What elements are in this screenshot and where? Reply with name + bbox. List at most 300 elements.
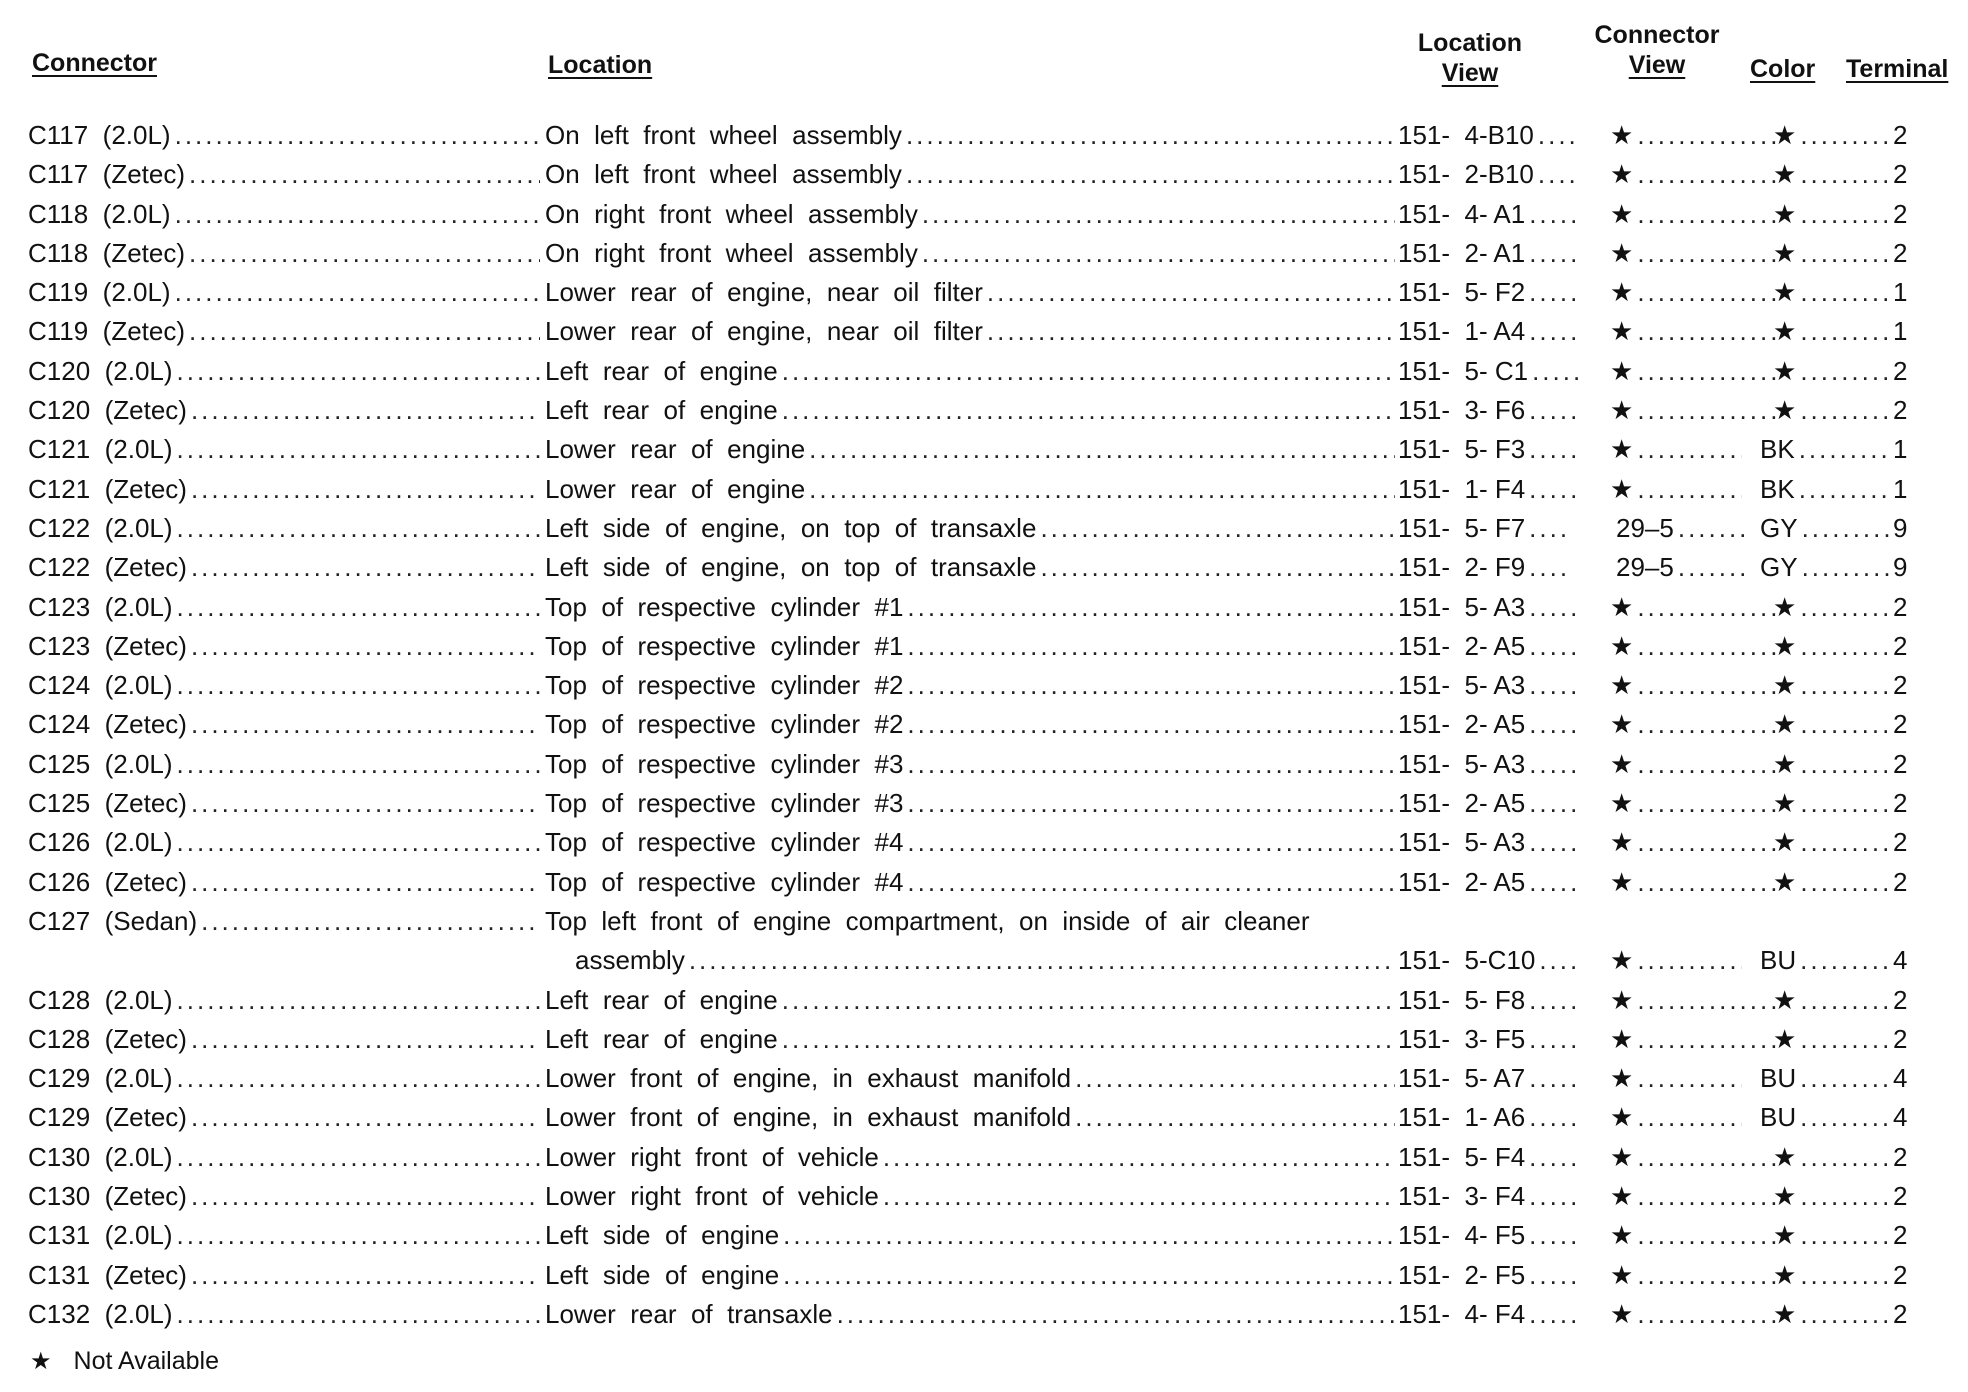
color-cell [1773, 863, 1891, 902]
location-cell [545, 1138, 1395, 1177]
connector-view-cell-text: ★ [1610, 709, 1634, 740]
terminal-cell: 2 [1893, 1141, 1908, 1172]
terminal-cell: 4 [1893, 1102, 1908, 1133]
location-cell [545, 155, 1395, 194]
color-cell [1773, 627, 1891, 666]
leader-dots [1529, 705, 1578, 744]
terminal-cell: 9 [1893, 552, 1908, 583]
leader-dots [191, 863, 540, 902]
connector-cell-text: C120 (Zetec) [28, 395, 187, 426]
leader-dots [1637, 1256, 1780, 1295]
leader-dots [783, 1256, 1395, 1295]
location-view-cell-text: 151- 5- F8 [1398, 984, 1526, 1015]
table-row [0, 391, 1968, 430]
color-cell-text: ★ [1773, 670, 1797, 701]
leader-dots [191, 548, 540, 587]
connector-cell [28, 1216, 540, 1255]
terminal-cell: 2 [1893, 827, 1908, 858]
terminal-cell: 2 [1893, 355, 1908, 386]
leader-dots [907, 705, 1395, 744]
color-cell [1773, 352, 1891, 391]
table-row [0, 784, 1968, 823]
location-view-cell [1398, 312, 1578, 351]
connector-cell-text: C127 (Sedan) [28, 905, 198, 936]
header-connector-view [1582, 20, 1732, 80]
terminal-cell: 4 [1893, 1063, 1908, 1094]
leader-dots [1637, 470, 1742, 509]
connector-cell [28, 1138, 540, 1177]
connector-view-cell-text: ★ [1610, 748, 1634, 779]
terminal-cell: 2 [1893, 1023, 1908, 1054]
location-view-cell [1398, 391, 1578, 430]
location-cell-text: Top left front of engine compartment, on inside of air cleaner [545, 905, 1310, 936]
connector-cell-text: C130 (2.0L) [28, 1141, 173, 1172]
leader-dots [1075, 1059, 1395, 1098]
leader-dots [1529, 666, 1578, 705]
connector-view-cell-text: ★ [1610, 237, 1634, 268]
color-cell [1760, 509, 1892, 548]
connector-view-cell-text: ★ [1610, 1220, 1634, 1251]
location-view-cell-text: 151- 1- A4 [1398, 316, 1526, 347]
leader-dots [191, 1177, 540, 1216]
location-cell [545, 509, 1395, 548]
connector-cell-text: C124 (2.0L) [28, 670, 173, 701]
leader-dots [177, 509, 540, 548]
location-view-cell [1398, 745, 1578, 784]
table-row [0, 1020, 1968, 1059]
connector-cell [28, 1256, 540, 1295]
connector-cell [28, 981, 540, 1020]
color-cell-text: ★ [1773, 1141, 1797, 1172]
location-cell-text: Top of respective cylinder #4 [545, 827, 904, 858]
color-cell [1773, 1256, 1891, 1295]
location-view-cell-text: 151- 5-C10 [1398, 945, 1536, 976]
connector-cell-text: C117 (Zetec) [28, 159, 186, 190]
location-view-cell-text: 151- 5- F2 [1398, 277, 1526, 308]
table-row [0, 1098, 1968, 1137]
location-view-cell [1398, 509, 1568, 548]
header-connector-view-line2: View [1628, 51, 1686, 79]
leader-dots [1637, 195, 1780, 234]
connector-view-cell [1616, 509, 1748, 548]
leader-dots [1800, 1295, 1891, 1334]
connector-cell-text: C126 (Zetec) [28, 866, 187, 897]
leader-dots [906, 155, 1395, 194]
leader-dots [907, 666, 1395, 705]
leader-dots [1529, 1177, 1578, 1216]
location-view-cell [1398, 234, 1578, 273]
location-view-cell-text: 151- 5- A3 [1398, 591, 1526, 622]
connector-cell [28, 627, 540, 666]
location-cell-text: Lower front of engine, in exhaust manifold [545, 1063, 1072, 1094]
connector-cell-text: C130 (Zetec) [28, 1181, 187, 1212]
connector-cell [28, 863, 540, 902]
location-view-cell-text: 151- 5- A3 [1398, 827, 1526, 858]
table-row [0, 430, 1968, 469]
table-row [0, 1138, 1968, 1177]
table-row [0, 666, 1968, 705]
color-cell [1773, 1138, 1891, 1177]
connector-cell [28, 823, 540, 862]
connector-cell-text: C129 (Zetec) [28, 1102, 187, 1133]
table-row [0, 863, 1968, 902]
leader-dots [1800, 1020, 1891, 1059]
leader-dots [1637, 352, 1780, 391]
location-cell-text: Left rear of engine [545, 984, 778, 1015]
leader-dots [987, 273, 1395, 312]
connector-cell-text: C125 (Zetec) [28, 788, 187, 819]
connector-view-cell-text: ★ [1610, 591, 1634, 622]
color-cell-text: GY [1760, 512, 1798, 543]
color-cell-text: ★ [1773, 1220, 1797, 1251]
connector-rows [0, 116, 1968, 1334]
location-cell [545, 745, 1395, 784]
leader-dots [1637, 1295, 1780, 1334]
location-view-cell [1398, 666, 1578, 705]
connector-cell [28, 116, 540, 155]
table-row [0, 352, 1968, 391]
location-cell [545, 666, 1395, 705]
location-view-cell [1398, 981, 1578, 1020]
table-row [0, 588, 1968, 627]
location-view-cell [1398, 1138, 1578, 1177]
location-view-cell [1398, 116, 1578, 155]
leader-dots [1637, 1098, 1742, 1137]
location-view-cell [1398, 784, 1578, 823]
connector-cell [28, 391, 540, 430]
terminal-cell: 9 [1893, 512, 1908, 543]
connector-view-cell-text: ★ [1610, 866, 1634, 897]
location-cell [545, 391, 1395, 430]
location-view-cell [1398, 1020, 1578, 1059]
leader-dots [907, 745, 1395, 784]
leader-dots [1800, 1216, 1891, 1255]
location-cell-text: assembly [575, 945, 685, 976]
connector-view-cell-text: ★ [1610, 945, 1634, 976]
leader-dots [1637, 666, 1780, 705]
color-cell [1773, 784, 1891, 823]
location-cell [545, 273, 1395, 312]
location-cell [545, 195, 1395, 234]
location-cell [545, 352, 1395, 391]
connector-cell-text: C124 (Zetec) [28, 709, 187, 740]
connector-view-cell [1610, 1098, 1742, 1137]
location-view-cell [1398, 155, 1578, 194]
color-cell [1773, 116, 1891, 155]
location-cell-text: On left front wheel assembly [545, 120, 902, 150]
leader-dots [191, 1098, 540, 1137]
connector-cell [28, 195, 540, 234]
connector-cell-text: C120 (2.0L) [28, 355, 173, 386]
leader-dots [1637, 312, 1780, 351]
table-row [0, 705, 1968, 744]
connector-cell [28, 470, 540, 509]
connector-cell [28, 902, 540, 941]
color-cell [1773, 823, 1891, 862]
connector-view-cell [1610, 195, 1780, 234]
table-row [0, 941, 1968, 980]
location-cell [545, 627, 1395, 666]
color-cell-text: ★ [1773, 355, 1797, 386]
table-row [0, 981, 1968, 1020]
color-cell-text: ★ [1773, 984, 1797, 1015]
connector-cell-text: C118 (2.0L) [28, 198, 171, 229]
location-cell [545, 1098, 1395, 1137]
leader-dots [1637, 981, 1780, 1020]
location-view-cell-text: 151- 4- F4 [1398, 1298, 1526, 1329]
connector-cell-text: C122 (2.0L) [28, 512, 173, 543]
leader-dots [1532, 352, 1578, 391]
header-connector-view-line1: Connector [1594, 21, 1720, 49]
leader-dots [1529, 548, 1568, 587]
connector-view-cell [1610, 1295, 1780, 1334]
header-connector-label: Connector [32, 49, 157, 77]
location-view-cell [1398, 627, 1578, 666]
color-cell [1773, 666, 1891, 705]
leader-dots [883, 1138, 1395, 1177]
leader-dots [1529, 784, 1578, 823]
location-cell-text: Top of respective cylinder #2 [545, 670, 904, 701]
table-row [0, 509, 1968, 548]
location-cell-text: Lower right front of vehicle [545, 1181, 879, 1212]
location-cell [545, 705, 1395, 744]
location-cell [545, 902, 1395, 941]
connector-cell [28, 784, 540, 823]
color-cell [1773, 981, 1891, 1020]
connector-view-cell [1610, 352, 1780, 391]
leader-dots [189, 312, 540, 351]
leader-dots [1800, 312, 1891, 351]
leader-dots [782, 391, 1395, 430]
location-view-cell-text: 151- 5- F7 [1398, 512, 1526, 543]
leader-dots [1800, 745, 1891, 784]
color-cell-text: ★ [1773, 1259, 1797, 1290]
location-cell-text: Left rear of engine [545, 395, 778, 426]
location-view-cell-text: 151- 2- A5 [1398, 788, 1526, 819]
leader-dots [1800, 273, 1891, 312]
connector-view-cell [1610, 470, 1742, 509]
color-cell-text: GY [1760, 552, 1798, 583]
leader-dots [177, 1138, 540, 1177]
leader-dots [837, 1295, 1395, 1334]
connector-cell-text: C131 (2.0L) [28, 1220, 173, 1251]
table-row [0, 312, 1968, 351]
leader-dots [1529, 1295, 1578, 1334]
terminal-cell: 2 [1893, 395, 1908, 426]
connector-cell [28, 745, 540, 784]
leader-dots [809, 430, 1395, 469]
connector-cell [28, 548, 540, 587]
connector-cell-text: C125 (2.0L) [28, 748, 173, 779]
location-cell-text: Top of respective cylinder #3 [545, 748, 904, 779]
table-row [0, 470, 1968, 509]
table-row [0, 195, 1968, 234]
leader-dots [1637, 273, 1780, 312]
leader-dots [1529, 981, 1578, 1020]
connector-view-cell-text: ★ [1610, 277, 1634, 308]
connector-view-cell-text: ★ [1610, 395, 1634, 426]
location-view-cell-text: 151- 4- F5 [1398, 1220, 1526, 1251]
color-cell [1773, 1295, 1891, 1334]
leader-dots [906, 116, 1395, 155]
location-cell [545, 548, 1395, 587]
color-cell [1773, 195, 1891, 234]
location-cell [545, 470, 1395, 509]
leader-dots [191, 627, 540, 666]
leader-dots [1800, 823, 1891, 862]
table-row [0, 116, 1968, 155]
connector-cell [28, 1177, 540, 1216]
leader-dots [1802, 509, 1892, 548]
table-row [0, 902, 1968, 941]
color-cell [1773, 1177, 1891, 1216]
leader-dots [1538, 155, 1578, 194]
leader-dots [1800, 981, 1891, 1020]
location-view-cell-text: 151- 5- F4 [1398, 1141, 1526, 1172]
location-cell [545, 234, 1395, 273]
leader-dots [1800, 863, 1891, 902]
connector-view-cell [1610, 391, 1780, 430]
color-cell [1760, 430, 1892, 469]
leader-dots [177, 588, 540, 627]
location-view-cell-text: 151- 3- F6 [1398, 395, 1526, 426]
location-cell-text: Left side of engine [545, 1220, 780, 1251]
location-cell-text: Lower rear of engine [545, 473, 806, 504]
terminal-cell: 2 [1893, 1220, 1908, 1251]
location-view-cell-text: 151- 3- F5 [1398, 1023, 1526, 1054]
location-cell-text: Lower rear of engine, near oil filter [545, 277, 983, 308]
leader-dots [1800, 1256, 1891, 1295]
star-icon: ★ [30, 1348, 52, 1375]
connector-view-cell-text: ★ [1610, 473, 1634, 504]
header-terminal-label: Terminal [1846, 55, 1949, 83]
leader-dots [1800, 234, 1891, 273]
connector-view-cell-text: 29–5 [1616, 512, 1674, 543]
location-view-cell-text: 151- 1- F4 [1398, 473, 1526, 504]
location-view-cell-text: 151- 5- F3 [1398, 434, 1526, 465]
table-row [0, 234, 1968, 273]
leader-dots [191, 391, 540, 430]
leader-dots [907, 784, 1395, 823]
connector-view-cell-text: ★ [1610, 827, 1634, 858]
terminal-cell: 2 [1893, 984, 1908, 1015]
location-cell [545, 1295, 1395, 1334]
color-cell-text: ★ [1773, 1298, 1797, 1329]
leader-dots [191, 705, 540, 744]
leader-dots [1637, 627, 1780, 666]
location-view-cell [1398, 863, 1578, 902]
connector-cell-text: C121 (2.0L) [28, 434, 173, 465]
location-cell [545, 430, 1395, 469]
leader-dots [1800, 195, 1891, 234]
location-view-cell [1398, 195, 1578, 234]
connector-cell [28, 155, 540, 194]
color-cell [1760, 1059, 1892, 1098]
location-view-cell [1398, 1256, 1578, 1295]
leader-dots [689, 941, 1395, 980]
leader-dots [1529, 1256, 1578, 1295]
terminal-cell: 2 [1893, 630, 1908, 661]
location-view-cell-text: 151- 2- A1 [1398, 237, 1526, 268]
leader-dots [809, 470, 1395, 509]
connector-view-cell-text: 29–5 [1616, 552, 1674, 583]
color-cell-text: BK [1760, 473, 1795, 504]
connector-cell [28, 273, 540, 312]
leader-dots [1539, 941, 1578, 980]
location-view-cell-text: 151- 2- A5 [1398, 709, 1526, 740]
location-view-cell-text: 151- 2- F5 [1398, 1259, 1526, 1290]
connector-cell [28, 588, 540, 627]
leader-dots [1538, 116, 1578, 155]
connector-view-cell [1610, 588, 1780, 627]
header-color-label: Color [1750, 55, 1816, 83]
footnote [30, 1346, 219, 1377]
location-cell-text: Top of respective cylinder #3 [545, 788, 904, 819]
location-view-cell-text: 151- 4-B10 [1398, 120, 1534, 150]
connector-cell-text: C122 (Zetec) [28, 552, 187, 583]
connector-cell [28, 1020, 540, 1059]
connector-cell [28, 352, 540, 391]
leader-dots [883, 1177, 1395, 1216]
color-cell-text: ★ [1773, 1181, 1797, 1212]
leader-dots [1529, 627, 1578, 666]
color-cell-text: ★ [1773, 866, 1797, 897]
connector-cell-text: C123 (Zetec) [28, 630, 187, 661]
leader-dots [1800, 1059, 1892, 1098]
leader-dots [1637, 234, 1780, 273]
leader-dots [177, 430, 540, 469]
leader-dots [177, 1059, 540, 1098]
connector-view-cell [1610, 1177, 1780, 1216]
connector-view-cell-text: ★ [1610, 630, 1634, 661]
leader-dots [782, 981, 1395, 1020]
leader-dots [782, 1020, 1395, 1059]
color-cell-text: ★ [1773, 827, 1797, 858]
leader-dots [1800, 1098, 1892, 1137]
leader-dots [1800, 666, 1891, 705]
leader-dots [1800, 941, 1892, 980]
connector-view-cell-text: ★ [1610, 316, 1634, 347]
leader-dots [1637, 941, 1742, 980]
connector-view-cell [1610, 863, 1780, 902]
leader-dots [177, 1216, 540, 1255]
color-cell-text: ★ [1773, 1023, 1797, 1054]
color-cell-text: ★ [1773, 630, 1797, 661]
leader-dots [1529, 1059, 1578, 1098]
leader-dots [1637, 823, 1780, 862]
location-cell [545, 823, 1395, 862]
connector-view-cell [1616, 548, 1748, 587]
color-cell-text: ★ [1773, 120, 1797, 150]
terminal-cell: 2 [1893, 1181, 1908, 1212]
location-cell-text: Top of respective cylinder #1 [545, 591, 904, 622]
connector-view-cell [1610, 1216, 1780, 1255]
location-cell-text: Left side of engine, on top of transaxle [545, 552, 1037, 583]
leader-dots [1637, 863, 1780, 902]
leader-dots [177, 1295, 540, 1334]
location-view-cell [1398, 352, 1578, 391]
color-cell [1773, 273, 1891, 312]
table-row [0, 1177, 1968, 1216]
leader-dots [1529, 745, 1578, 784]
terminal-cell: 2 [1893, 748, 1908, 779]
connector-view-cell [1610, 430, 1742, 469]
leader-dots [175, 116, 540, 155]
connector-view-cell-text: ★ [1610, 1259, 1634, 1290]
color-cell-text: ★ [1773, 788, 1797, 819]
leader-dots [1800, 705, 1891, 744]
header-location-view-line2: View [1441, 59, 1499, 87]
